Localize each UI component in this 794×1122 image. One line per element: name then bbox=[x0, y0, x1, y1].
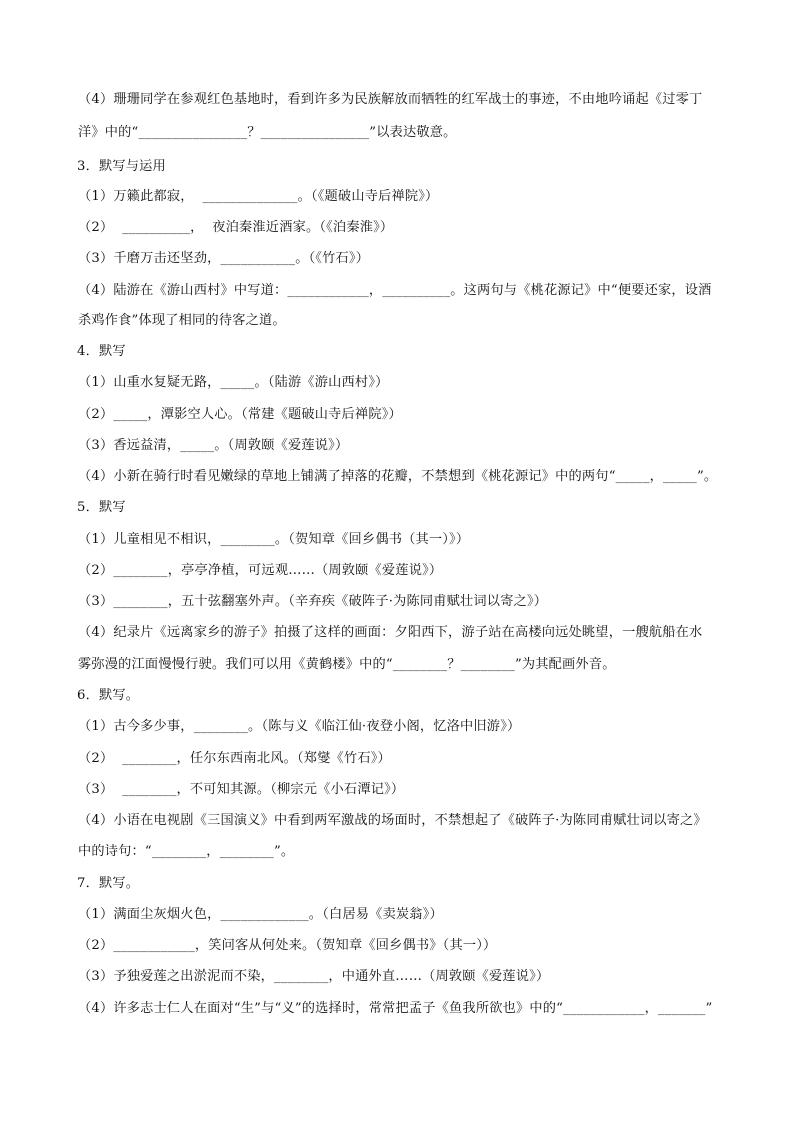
question-line: （2）_____，潭影空人心。（常建《题破山寺后禅院》） bbox=[78, 407, 402, 422]
question-line: （3）________，五十弦翻塞外声。（辛弃疾《破阵子·为陈同甫赋壮词以寄之》） bbox=[78, 594, 548, 609]
question-line: 雾弥漫的江面慢慢行驶。我们可以用《黄鹤楼》中的“________？________”为其配画外音。 bbox=[78, 657, 616, 672]
question-heading: 5．默写 bbox=[77, 500, 126, 515]
question-line: （4）小新在骑行时看见嫩绿的草地上铺满了掉落的花瓣，不禁想到《桃花源记》中的两句“_____，_____”。 bbox=[78, 469, 718, 484]
question-line: （3） ________，不可知其源。（柳宗元《小石潭记》） bbox=[78, 782, 405, 797]
question-line: 洋》中的“________________？________________”以表达敬意。 bbox=[78, 125, 457, 140]
question-line: （3）千磨万击还坚劲，___________。（《竹石》） bbox=[78, 251, 370, 266]
question-line: （3）香远益清，_____。（周敦颐《爱莲说》） bbox=[78, 438, 349, 453]
question-line: （1）万籁此都寂， ______________。（《题破山寺后禅院》） bbox=[78, 189, 439, 204]
question-line: （2）________，亭亭净植，可远观……（周敦颐《爱莲说》） bbox=[78, 563, 443, 578]
question-line: （4）陆游在《游山西村》中写道：____________，__________。这两句与《桃花源记》中“便要还家，设酒 bbox=[78, 283, 712, 298]
question-line: （4）许多志士仁人在面对“生”与“义”的选择时，常常把孟子《鱼我所欲也》中的“____________，_______” bbox=[78, 1001, 713, 1016]
question-heading: 6．默写。 bbox=[77, 688, 140, 703]
question-line: （1）儿童相见不相识，________。（贺知章《回乡偶书（其一）》） bbox=[78, 532, 470, 547]
question-heading: 4．默写 bbox=[77, 344, 126, 359]
question-line: （2） __________， 夜泊秦淮近酒家。（《泊秦淮》） bbox=[78, 220, 394, 235]
question-line: （2）____________，笑问客从何处来。（贺知章《回乡偶书》（其一）） bbox=[78, 938, 497, 953]
question-line: 杀鸡作食”体现了相同的待客之道。 bbox=[78, 313, 286, 328]
question-heading: 7．默写。 bbox=[77, 876, 140, 891]
question-line: （4）珊珊同学在参观红色基地时，看到许多为民族解放而牺牲的红军战士的事迹，不由地吟诵起《过零丁 bbox=[78, 92, 703, 107]
question-line: 中的诗句：“________，________”。 bbox=[78, 844, 295, 859]
question-line: （3）予独爱莲之出淤泥而不染，________，中通外直……（周敦颐《爱莲说》） bbox=[78, 969, 550, 984]
question-line: （1）山重水复疑无路，_____。（陆游《游山西村》） bbox=[78, 375, 389, 390]
question-line: （1）古今多少事，________。（陈与义《临江仙·夜登小阁，忆洛中旧游》） bbox=[78, 719, 521, 734]
question-heading: 3．默写与运用 bbox=[77, 159, 166, 174]
question-line: （2） ________，任尔东西南北风。（郑燮《竹石》） bbox=[78, 751, 391, 766]
question-line: （4）小语在电视剧《三国演义》中看到两军激战的场面时，不禁想起了《破阵子·为陈同甫赋壮词以寄之》 bbox=[78, 813, 707, 828]
question-line: （4）纪录片《远离家乡的游子》拍摄了这样的画面：夕阳西下，游子站在高楼向远处眺望，一艘航船在水 bbox=[78, 625, 703, 640]
question-line: （1）满面尘灰烟火色，_____________。（白居易《卖炭翁》） bbox=[78, 907, 443, 922]
